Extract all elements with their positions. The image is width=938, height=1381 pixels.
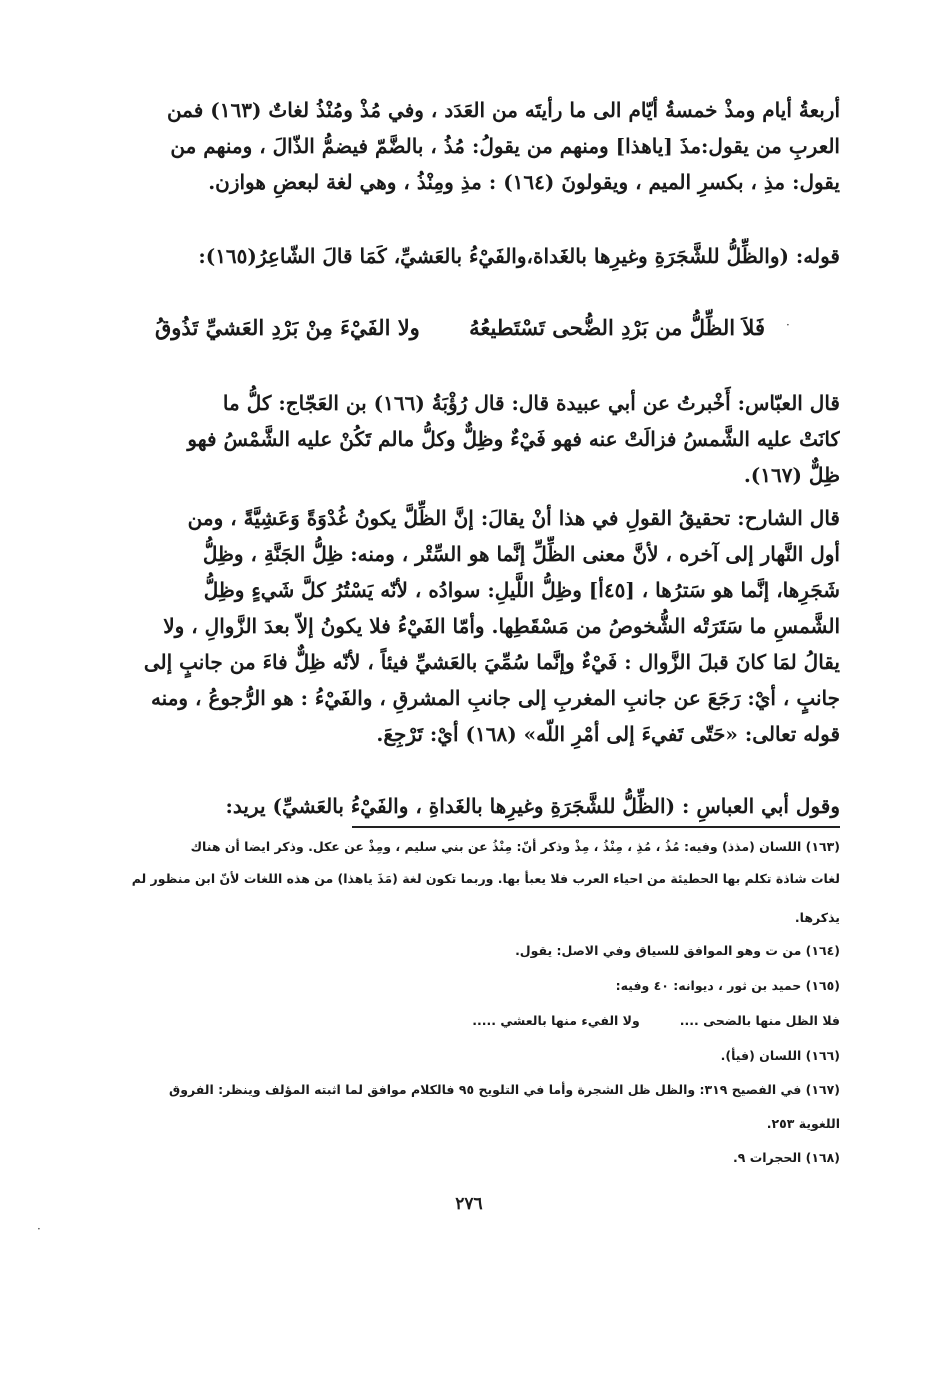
text-line: جانبٍ ، أيْ: رَجَعَ عن جانبِ المغربِ إلى جانبِ المشرقِ ، والفَيْءُ : هو الرُّجوعُ ، ومنه <box>150 686 840 710</box>
footnote-verse-second-hemistich: ولا الفيء منها بالعشي ..... <box>472 1013 640 1028</box>
text-line: كانَتْ عليه الشَّمسُ فزالَتْ عنه فهو فَيْءٌ وظِلٌّ وكلُّ مالم تَكُنْ عليه الشَّمْسُ فهو <box>187 427 840 451</box>
page-number: ٢٧٦ <box>455 1194 483 1214</box>
text-line: قال العبّاس: أَخْبرتُ عن أبي عبيدة قال: قال رُؤْبَةُ (١٦٦) بن العَجّاج: كلُّ ما <box>222 391 840 415</box>
paragraph-3 <box>128 385 840 493</box>
text-line: العربِ من يقول:مذَ [ياهذا] ومنهم من يقولُ: مُذُ ، بالضَّمّ فيضمُّ الذّالَ ، ومنهم من <box>170 134 840 158</box>
footnote-165-verse <box>128 1006 840 1042</box>
text-line: يقالُ لمَا كانَ قبلَ الزَّوال : فَيْءٌ وإنَّما سُمِّيَ بالعَشيِّ فيئاً ، لأنّه ظِلٌّ فاءَ من جانبٍ إلى <box>143 650 840 674</box>
paragraph-1 <box>128 92 840 200</box>
poetry-verse <box>155 315 765 340</box>
paragraph-2 <box>128 238 840 274</box>
footnote-165: (١٦٥) حميد بن ثور ، ديوانه: ٤٠ وفيه: <box>615 978 840 993</box>
text-line: أول النَّهار إلى آخره ، لأنَّ معنى الظِّلِّ إنَّما هو السِّتْر ، ومنه: ظِلُّ الجَنَّةِ ، وظِلُّ <box>202 542 840 566</box>
footnote-164: (١٦٤) من ت وهو الموافق للسياق وفي الاصل: يقول. <box>515 943 840 958</box>
footnote-163-cont: لغات شاذة تكلم بها الحطيئة من احياء العرب فلا يعبأ بها. وربما تكون لغة (مَذَ ياهذا) من هذه اللغات لأنّ ابن منظور لم <box>131 871 840 886</box>
footnote-163-end: يذكرها. <box>794 910 840 925</box>
footnote-divider <box>352 826 840 828</box>
footnote-163: (١٦٣) اللسان (مذذ) وفيه: مُذُ ، مُذِ ، مِنْذُ ، مِذْ وذكر أنّ: مِنْذُ عن بني سليم ، ومِذْ عن عكل. وذكر ايضا أن هناك <box>190 839 840 854</box>
text-line: وقول أبي العباسِ : (الظِّلُّ للشَّجَرَةِ وغيرِها بالغَداةِ ، والفَيْءُ بالعَشيِّ) يريد: <box>225 794 840 818</box>
footnote-verse-first-hemistich: فلا الظل منها بالضحى .... <box>679 1013 840 1028</box>
footnote-167: (١٦٧) في الفصيح ٣١٩: والظل ظل الشجرة وأما في التلويح ٩٥ فالكلام موافق لما اثبته المؤلف وينظر: الفروق <box>169 1082 840 1097</box>
text-line: يقول: مذِ ، بكسرِ الميم ، ويقولونَ (١٦٤) : مذِ ومِنْذُ ، وهي لغة لبعضِ هوازن. <box>208 170 840 194</box>
paragraph-4 <box>128 500 840 752</box>
scan-speck: · <box>37 1222 41 1236</box>
text-line: قوله: (والظِّلُّ للشَّجَرَةِ وغيرِها بالغَداة،والفَيْءُ بالعَشيِّ، كَمَا قالَ الشّاعِرُ(١٦٥): <box>198 244 840 268</box>
text-line: أربعةُ أيام ومذْ خمسةُ أيّام الى ما رأيتَه من العَدَد ، وفي مُذْ ومُنْذُ لغاتٌ (١٦٣) فمن <box>166 98 840 122</box>
verse-first-hemistich: فَلاَ الظِّلُّ من بَرْدِ الضُّحى تَسْتَطيعُهُ <box>469 315 765 340</box>
text-line: قوله تعالى: «حَتّى تَفيءَ إلى أمْرِ اللّه» (١٦٨) أيْ: تَرْجِعَ. <box>376 722 840 746</box>
footnotes <box>128 836 840 1176</box>
footnote-167-cont: اللغوية ٢٥٣. <box>766 1116 840 1131</box>
text-line: الشَّمسِ ما سَتَرَتْه الشُّخوصُ من مَسْقَطِها. وأمّا الفَيْءُ فلا يكونُ إلاّ بعدَ الزَّوالِ ، ولا <box>163 614 840 638</box>
scan-speck: · <box>786 318 790 332</box>
text-line: قال الشارح: تحقيقُ القولِ في هذا أنْ يقالَ: إنَّ الظِّلَّ يكونُ غُدْوَةً وَعَشِيَّةً ، ومن <box>187 506 840 530</box>
paragraph-5 <box>128 788 840 824</box>
text-line: شَجَرِها، إنَّما هو سَترُها ، [٤٥أ] وظِلُّ اللَّيلِ: سوادُه ، لأنّه يَسْتُرُ كلَّ شَيءٍ وظِلُّ <box>203 578 840 602</box>
verse-second-hemistich: ولا الفَيْءَ مِنْ بَرْدِ العَشيِّ تَذُوقُ <box>155 315 420 340</box>
text-line: ظِلٌّ (١٦٧). <box>743 463 840 487</box>
footnote-168: (١٦٨) الحجرات ٩. <box>732 1150 840 1165</box>
footnote-166: (١٦٦) اللسان (فيأ). <box>720 1048 840 1063</box>
